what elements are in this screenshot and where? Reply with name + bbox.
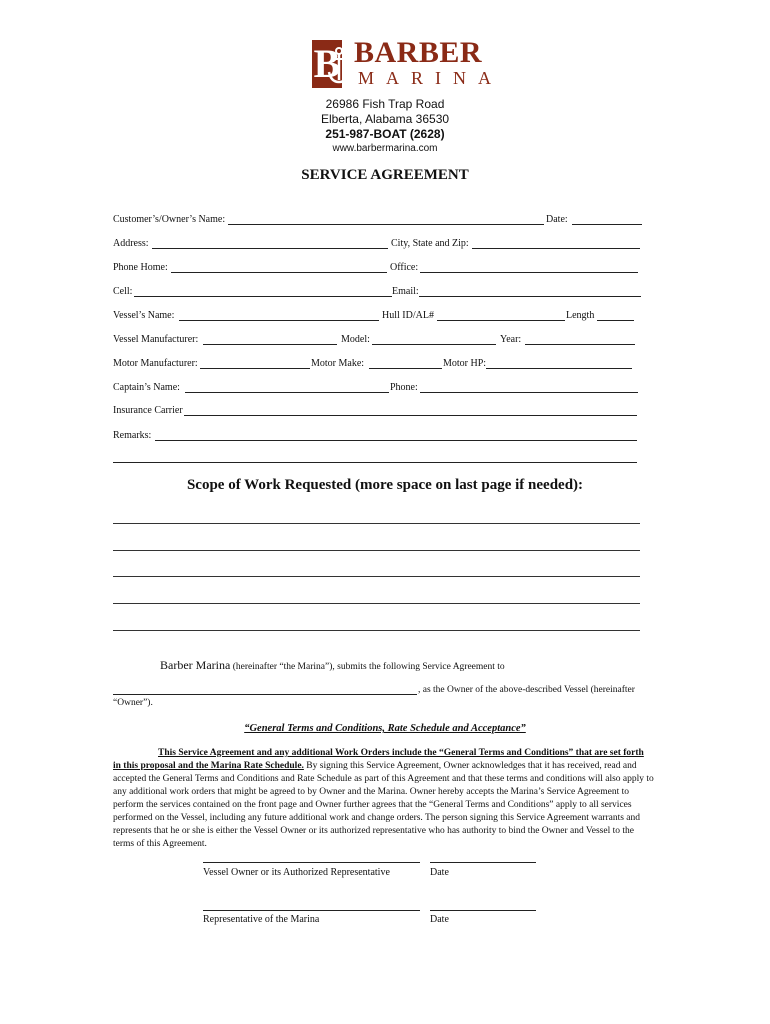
- hull-label: Hull ID/AL#: [382, 310, 434, 321]
- captain-phone-label: Phone:: [390, 382, 418, 393]
- owner-signature-label: Vessel Owner or its Authorized Representative: [203, 867, 390, 878]
- model-field[interactable]: [372, 344, 496, 345]
- insurance-label: Insurance Carrier: [113, 405, 183, 416]
- year-field[interactable]: [525, 344, 635, 345]
- terms-paragraph: [113, 747, 654, 851]
- motor-make-field[interactable]: [369, 368, 442, 369]
- motor-make-label: Motor Make:: [311, 358, 365, 369]
- remarks-label: Remarks:: [113, 430, 152, 441]
- scope-line[interactable]: [113, 550, 640, 551]
- motor-manufacturer-label: Motor Manufacturer:: [113, 358, 198, 369]
- marina-name: Barber Marina: [160, 658, 231, 672]
- motor-hp-label: Motor HP:: [443, 358, 487, 369]
- page-title: SERVICE AGREEMENT: [301, 167, 469, 183]
- date-label: Date:: [546, 214, 568, 225]
- length-field[interactable]: [597, 320, 634, 321]
- date-field[interactable]: [572, 224, 642, 225]
- address-field[interactable]: [152, 248, 388, 249]
- intro-text-2: , as the Owner of the above-described Vessel (hereinafter: [418, 685, 635, 695]
- address-web: www.barbermarina.com: [332, 143, 438, 154]
- scope-line[interactable]: [113, 603, 640, 604]
- intro-text-3: “Owner”).: [113, 698, 153, 708]
- intro-text-1: (hereinafter “the Marina”), submits the following Service Agreement to: [230, 662, 505, 672]
- captain-phone-field[interactable]: [420, 392, 638, 393]
- length-label: Length: [566, 310, 595, 321]
- owner-signature-field[interactable]: [203, 862, 420, 863]
- address-street: 26986 Fish Trap Road: [325, 97, 445, 111]
- logo-brand-top: BARBER: [354, 36, 483, 69]
- owner-name-field[interactable]: [113, 694, 417, 695]
- motor-hp-field[interactable]: [486, 368, 632, 369]
- terms-bold-text: This Service Agreement and any additional Work Orders include the “General Terms and Conditions” that are set forth in this proposal and the Marina Rate Schedule.: [113, 748, 644, 771]
- city-field[interactable]: [472, 248, 640, 249]
- marina-date-label: Date: [430, 914, 449, 925]
- email-field[interactable]: [419, 296, 641, 297]
- remarks-field-line-2[interactable]: [113, 462, 637, 463]
- scope-title: Scope of Work Requested (more space on last page if needed):: [186, 477, 584, 493]
- anchor-icon: [326, 46, 352, 86]
- remarks-field[interactable]: [155, 440, 637, 441]
- year-label: Year:: [500, 334, 522, 345]
- intro-line-1: [160, 659, 505, 674]
- phone-home-label: Phone Home:: [113, 262, 168, 273]
- logo-badge-letter: B: [313, 41, 341, 86]
- captain-name-field[interactable]: [185, 392, 389, 393]
- vessel-manufacturer-label: Vessel Manufacturer:: [113, 334, 199, 345]
- motor-manufacturer-field[interactable]: [200, 368, 310, 369]
- cell-label: Cell:: [113, 286, 133, 297]
- captain-name-label: Captain’s Name:: [113, 382, 180, 393]
- logo-brand-bottom: MARINA: [358, 68, 504, 88]
- owner-date-label: Date: [430, 867, 449, 878]
- phone-home-field[interactable]: [171, 272, 387, 273]
- address-phone: 251-987-BOAT (2628): [325, 127, 445, 141]
- marina-date-field[interactable]: [430, 910, 536, 911]
- vessel-manufacturer-field[interactable]: [203, 344, 337, 345]
- office-field[interactable]: [420, 272, 638, 273]
- marina-signature-label: Representative of the Marina: [203, 914, 320, 925]
- model-label: Model:: [341, 334, 370, 345]
- scope-line[interactable]: [113, 576, 640, 577]
- vessel-name-field[interactable]: [179, 320, 379, 321]
- customer-name-field[interactable]: [228, 224, 544, 225]
- hull-field[interactable]: [437, 320, 565, 321]
- owner-date-field[interactable]: [430, 862, 536, 863]
- vessel-name-label: Vessel’s Name:: [113, 310, 175, 321]
- office-label: Office:: [390, 262, 419, 273]
- insurance-field[interactable]: [184, 415, 637, 416]
- address-city: Elberta, Alabama 36530: [320, 112, 450, 126]
- barber-marina-logo: [312, 36, 504, 90]
- marina-signature-field[interactable]: [203, 910, 420, 911]
- city-label: City, State and Zip:: [391, 238, 469, 249]
- scope-line[interactable]: [113, 630, 640, 631]
- terms-body-text: By signing this Service Agreement, Owner acknowledges that it has received, read and accepted the General Terms and Conditions and Rate Schedule as part of this Agreement and that these terms and conditions will also apply to any additional work orders that might be agreed to by Owner and the Marina. Owner hereby accepts the Marina’s Service Agreement to perform the services contained on the front page and Owner further agrees that the “General Terms and Conditions” apply to all services performed on the Vessel, including any future additional work and change orders. The person signing this Service Agreement warrants and represents that he or she is either the Vessel Owner or its authorized representative who has authority to bind the Owner and Vessel to the terms of this Agreement.: [113, 761, 654, 849]
- scope-line[interactable]: [113, 523, 640, 524]
- customer-name-label: Customer’s/Owner’s Name:: [113, 214, 226, 225]
- address-label: Address:: [113, 238, 149, 249]
- cell-field[interactable]: [134, 296, 392, 297]
- email-label: Email:: [392, 286, 419, 297]
- terms-title: “General Terms and Conditions, Rate Schedule and Acceptance”: [244, 723, 526, 734]
